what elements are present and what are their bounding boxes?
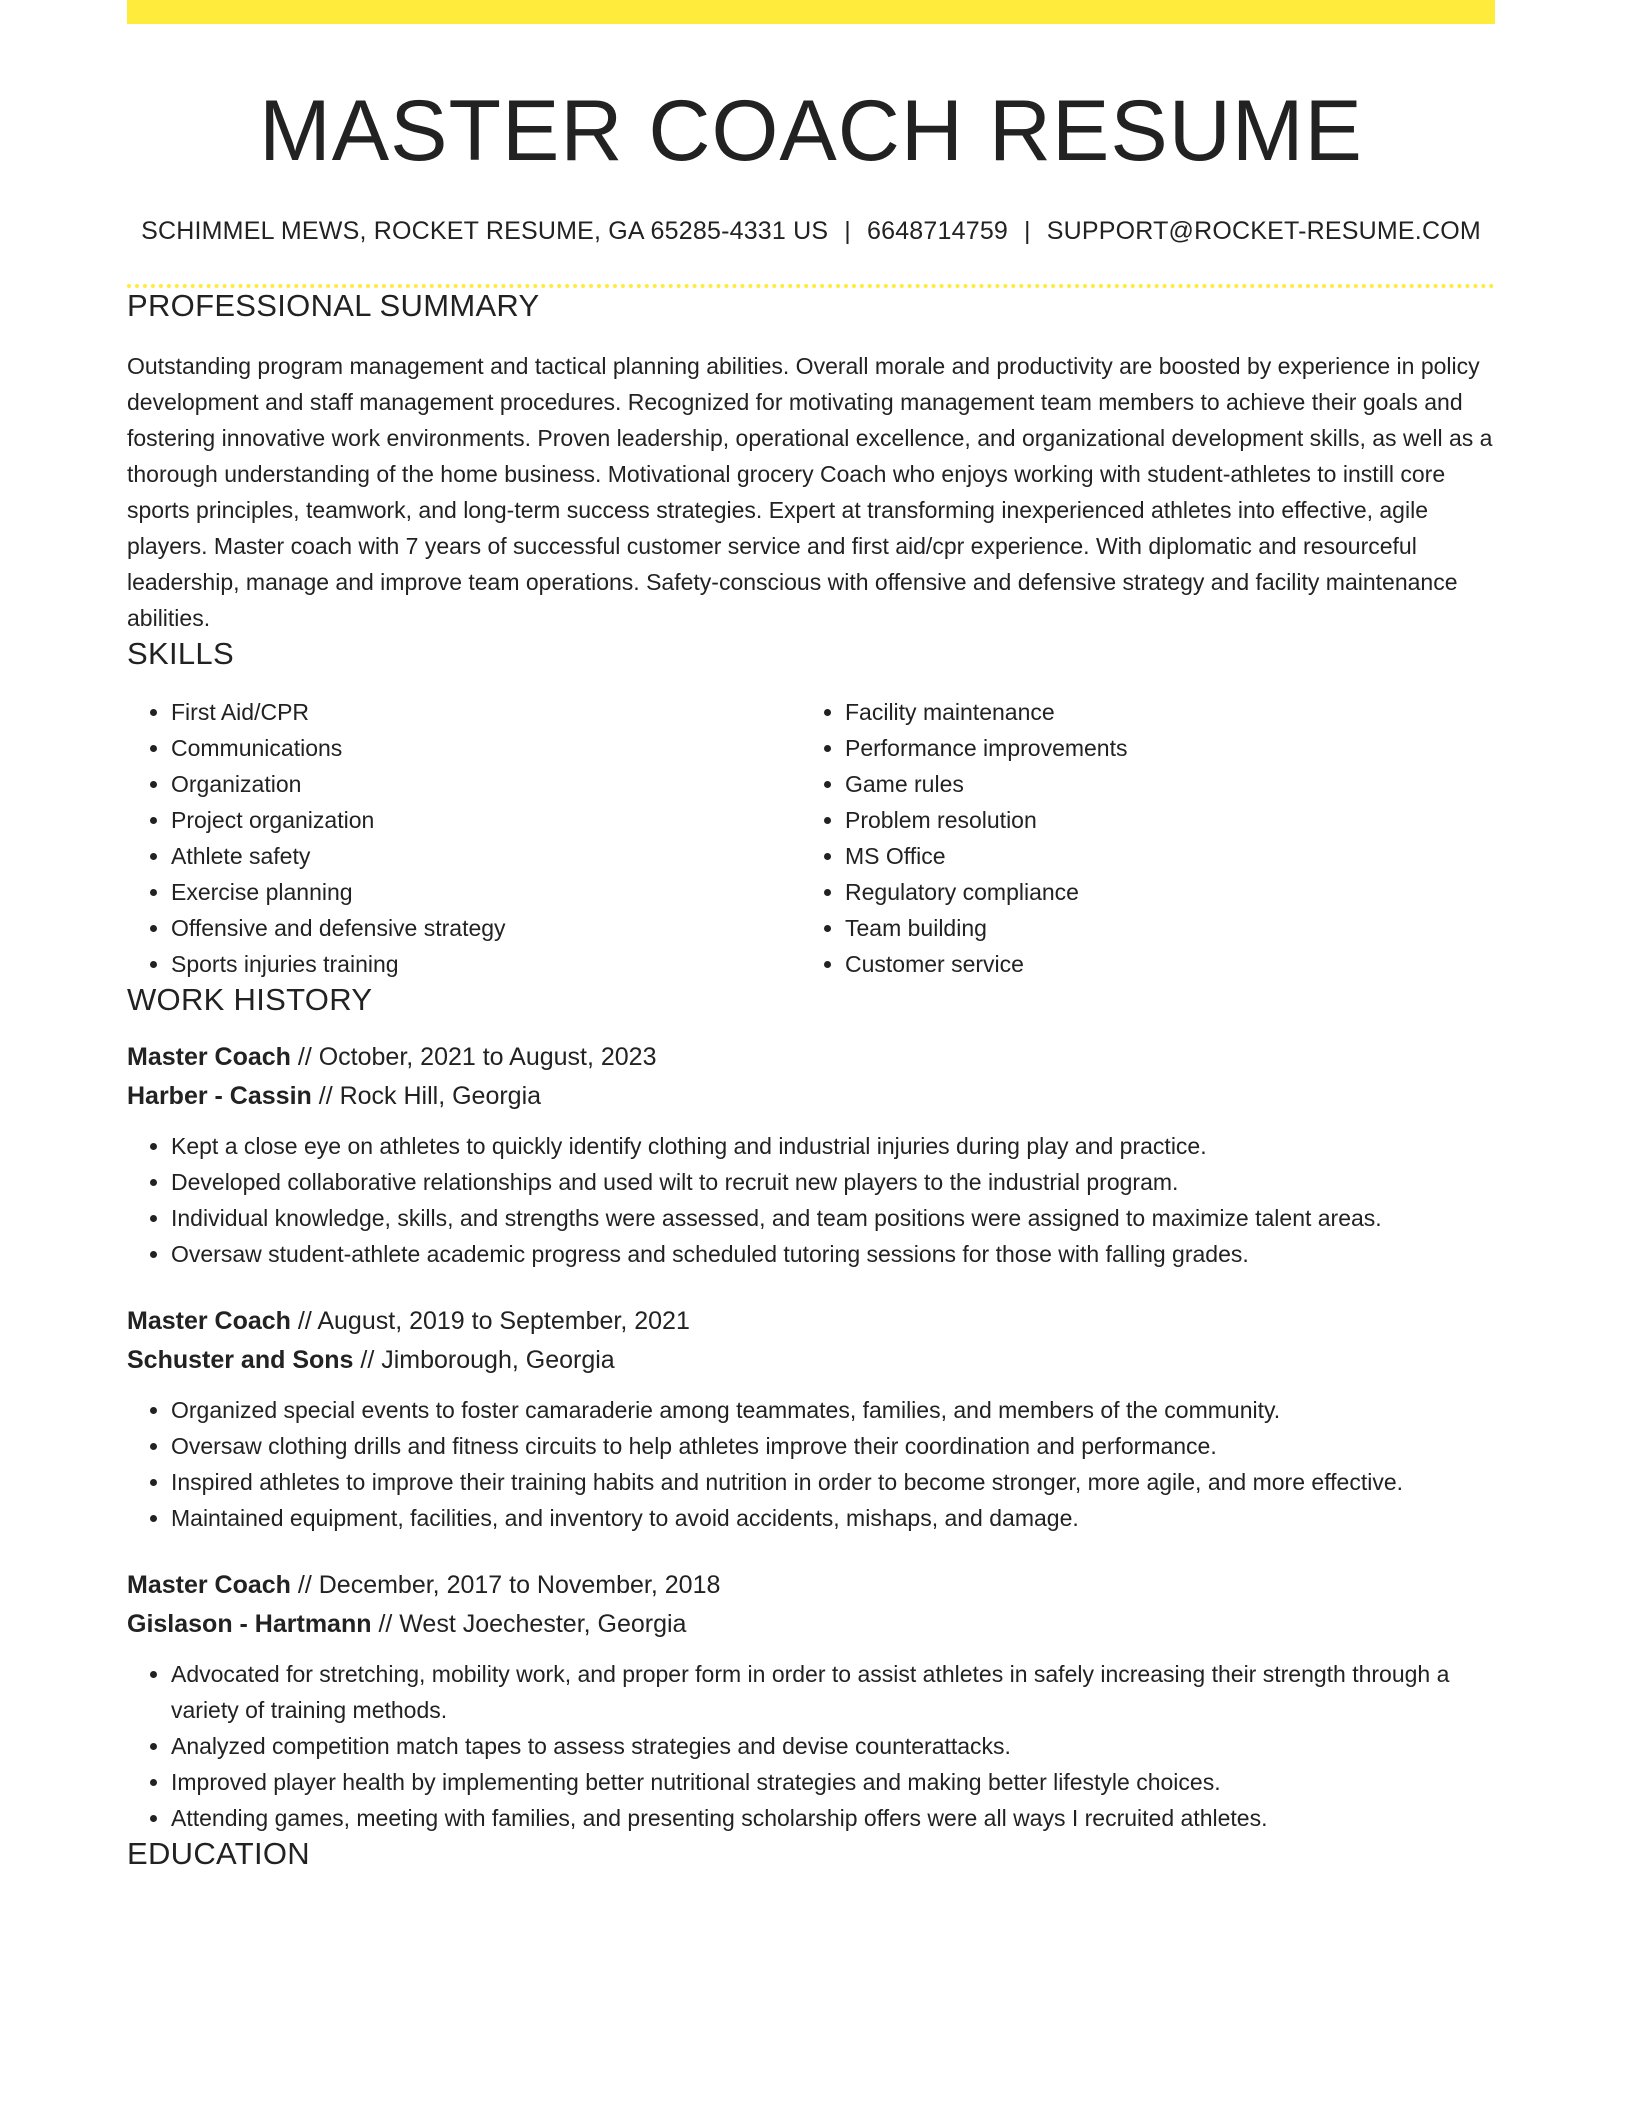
- skill-item: • Customer service: [845, 946, 1485, 982]
- job-bullet: • Kept a close eye on athletes to quickly identify clothing and industrial injuries during play and practice.: [171, 1128, 1495, 1164]
- skill-item: • Regulatory compliance: [845, 874, 1485, 910]
- summary-text: Outstanding program management and tactical planning abilities. Overall morale and productivity are boosted by experience in policy development and staff management procedures. Recognized for motivating management team members to achieve their goals and fostering innovative work environments. Proven leadership, operational excellence, and organizational development skills, as well as a thorough understanding of the home business. Motivational grocery Coach who enjoys working with student-athletes to instill core sports principles, teamwork, and long-term success strategies. Expert at transforming inexperienced athletes into effective, agile players. Master coach with 7 years of successful customer service and first aid/cpr experience. With diplomatic and resourceful leadership, manage and improve team operations. Safety-conscious with offensive and defensive strategy and facility maintenance abilities.: [127, 352, 1493, 631]
- skill-item: • Athlete safety: [171, 838, 801, 874]
- contact-line: [127, 217, 1495, 246]
- job-bullet: • Improved player health by implementing better nutritional strategies and making better lifestyle choices.: [171, 1764, 1495, 1800]
- skill-item: • Game rules: [845, 766, 1485, 802]
- contact-separator: |: [844, 216, 851, 245]
- job-bullet: • Oversaw clothing drills and fitness circuits to help athletes improve their coordination and performance.: [171, 1428, 1495, 1464]
- job-bullet: • Oversaw student-athlete academic progress and scheduled tutoring sessions for those with falling grades.: [171, 1236, 1495, 1272]
- resume-title: MASTER COACH RESUME: [259, 83, 1363, 179]
- job-role: Master Coach: [127, 1042, 291, 1071]
- job-entry: [127, 1566, 1495, 1836]
- job-bullets: [127, 1392, 1495, 1536]
- job-bullet: • Inspired athletes to improve their training habits and nutrition in order to become stronger, more agile, and more effective.: [171, 1464, 1495, 1500]
- job-bullets: [127, 1656, 1495, 1836]
- job-entry: [127, 1038, 1495, 1272]
- job-role: Master Coach: [127, 1306, 291, 1335]
- skills-heading: SKILLS: [127, 635, 234, 671]
- work-history-heading: WORK HISTORY: [127, 981, 373, 1017]
- job-company: Schuster and Sons: [127, 1345, 354, 1374]
- job-bullet: • Developed collaborative relationships and used wilt to recruit new players to the industrial program.: [171, 1164, 1495, 1200]
- education-heading: EDUCATION: [127, 1835, 310, 1871]
- job-bullet: • Organized special events to foster camaraderie among teammates, families, and members of the community.: [171, 1392, 1495, 1428]
- job-company-line: [127, 1077, 1495, 1116]
- job-location: // Jimborough, Georgia: [353, 1345, 615, 1374]
- job-company-line: [127, 1605, 1495, 1644]
- job-role-line: [127, 1566, 1495, 1605]
- skill-item: • Performance improvements: [845, 730, 1485, 766]
- skill-item: • MS Office: [845, 838, 1485, 874]
- job-role-line: [127, 1038, 1495, 1077]
- job-company: Harber - Cassin: [127, 1081, 312, 1110]
- contact-phone: 6648714759: [867, 216, 1009, 245]
- skill-item: • Sports injuries training: [171, 946, 801, 982]
- job-dates: // August, 2019 to September, 2021: [290, 1306, 690, 1335]
- job-location: // West Joechester, Georgia: [371, 1609, 687, 1638]
- job-role: Master Coach: [127, 1570, 291, 1599]
- skill-item: • Organization: [171, 766, 801, 802]
- resume-content: [127, 0, 1495, 1872]
- skill-item: • Facility maintenance: [845, 694, 1485, 730]
- summary-heading: PROFESSIONAL SUMMARY: [127, 287, 540, 323]
- skill-item: • Exercise planning: [171, 874, 801, 910]
- top-accent-bar: [127, 0, 1495, 24]
- skill-item: • First Aid/CPR: [171, 694, 801, 730]
- job-bullet: • Individual knowledge, skills, and strengths were assessed, and team positions were assigned to maximize talent areas.: [171, 1200, 1495, 1236]
- contact-email: SUPPORT@ROCKET-RESUME.COM: [1046, 216, 1481, 245]
- skill-item: • Offensive and defensive strategy: [171, 910, 801, 946]
- job-location: // Rock Hill, Georgia: [311, 1081, 542, 1110]
- contact-address: SCHIMMEL MEWS, ROCKET RESUME, GA 65285-4331 US: [141, 216, 829, 245]
- job-company-line: [127, 1341, 1495, 1380]
- skill-item: • Problem resolution: [845, 802, 1485, 838]
- job-dates: // October, 2021 to August, 2023: [290, 1042, 657, 1071]
- skill-item: • Team building: [845, 910, 1485, 946]
- contact-separator: |: [1024, 216, 1031, 245]
- job-entry: [127, 1302, 1495, 1536]
- job-company: Gislason - Hartmann: [127, 1609, 372, 1638]
- job-role-line: [127, 1302, 1495, 1341]
- skill-item: • Communications: [171, 730, 801, 766]
- job-bullet: • Advocated for stretching, mobility work, and proper form in order to assist athletes in safely increasing their strength through a variety of training methods.: [171, 1656, 1495, 1728]
- job-bullet: • Maintained equipment, facilities, and inventory to avoid accidents, mishaps, and damage.: [171, 1500, 1495, 1536]
- job-bullet: • Attending games, meeting with families, and presenting scholarship offers were all ways I recruited athletes.: [171, 1800, 1495, 1836]
- skills-column-left: [127, 694, 801, 982]
- skills-list: [127, 694, 1495, 982]
- job-bullet: • Analyzed competition match tapes to assess strategies and devise counterattacks.: [171, 1728, 1495, 1764]
- skill-item: • Project organization: [171, 802, 801, 838]
- job-bullets: [127, 1128, 1495, 1272]
- job-dates: // December, 2017 to November, 2018: [290, 1570, 721, 1599]
- skills-column-right: [801, 694, 1485, 982]
